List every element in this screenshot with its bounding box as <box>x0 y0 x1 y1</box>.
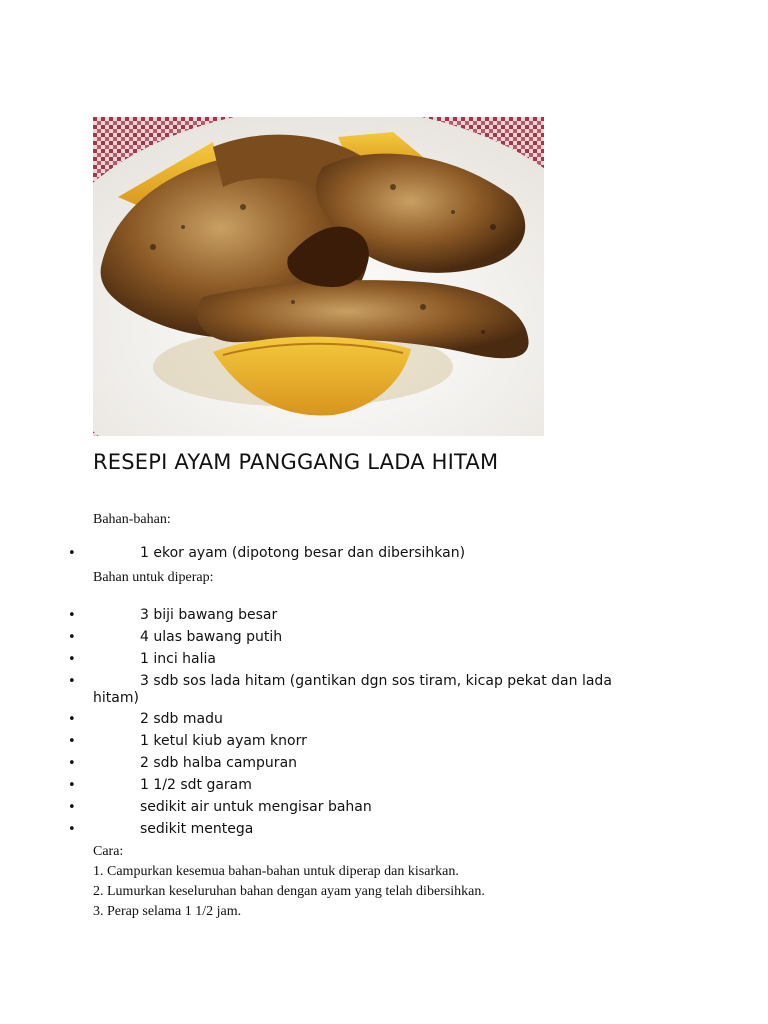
list-item <box>0 711 768 733</box>
bullet-icon: • <box>68 822 76 837</box>
perap-item-text: sedikit air untuk mengisar bahan <box>140 799 372 815</box>
step-item: 2. Lumurkan keseluruhan bahan dengan ayam yang telah dibersihkan. <box>93 884 485 899</box>
recipe-photo <box>93 117 544 436</box>
perap-item-text: 1 ketul kiub ayam knorr <box>140 733 307 749</box>
bullet-icon: • <box>68 778 76 793</box>
perap-item-text: 1 1/2 sdt garam <box>140 777 252 793</box>
list-item <box>0 821 768 843</box>
bullet-icon: • <box>68 652 76 667</box>
bullet-icon: • <box>68 712 76 727</box>
bullet-icon: • <box>68 800 76 815</box>
list-item <box>0 733 768 755</box>
bullet-icon: • <box>68 608 76 623</box>
step-item: 3. Perap selama 1 1/2 jam. <box>93 904 242 919</box>
list-item <box>0 629 768 651</box>
cara-steps <box>93 864 485 924</box>
bullet-icon: • <box>68 630 76 645</box>
perap-item-text: 4 ulas bawang putih <box>140 629 283 645</box>
bullet-icon: • <box>68 734 76 749</box>
step-item: 1. Campurkan kesemua bahan-bahan untuk diperap dan kisarkan. <box>93 864 459 879</box>
bahan-list <box>0 545 768 567</box>
recipe-title: RESEPI AYAM PANGGANG LADA HITAM <box>93 450 499 474</box>
section-perap-label: Bahan untuk diperap: <box>93 570 214 585</box>
list-item <box>0 777 768 799</box>
perap-list <box>0 607 768 843</box>
perap-item-text: 1 inci halia <box>140 651 216 667</box>
perap-item-text: 2 sdb halba campuran <box>140 755 298 771</box>
list-item <box>0 799 768 821</box>
list-item <box>0 673 768 711</box>
list-item <box>0 545 768 567</box>
roast-chicken-image <box>93 117 544 436</box>
list-item <box>0 755 768 777</box>
perap-item-text: 2 sdb madu <box>140 711 223 727</box>
bullet-icon: • <box>68 546 76 561</box>
section-bahan-label: Bahan-bahan: <box>93 512 171 527</box>
perap-item-text: 3 sdb sos lada hitam (gantikan dgn sos tiram, kicap pekat dan lada hitam) <box>93 673 612 706</box>
bahan-item-text: 1 ekor ayam (dipotong besar dan dibersihkan) <box>140 545 466 561</box>
bullet-icon: • <box>68 674 76 689</box>
section-cara-label: Cara: <box>93 844 124 859</box>
perap-item-text: 3 biji bawang besar <box>140 607 278 623</box>
bullet-icon: • <box>68 756 76 771</box>
perap-item-text: sedikit mentega <box>140 821 254 837</box>
list-item <box>0 651 768 673</box>
list-item <box>0 607 768 629</box>
